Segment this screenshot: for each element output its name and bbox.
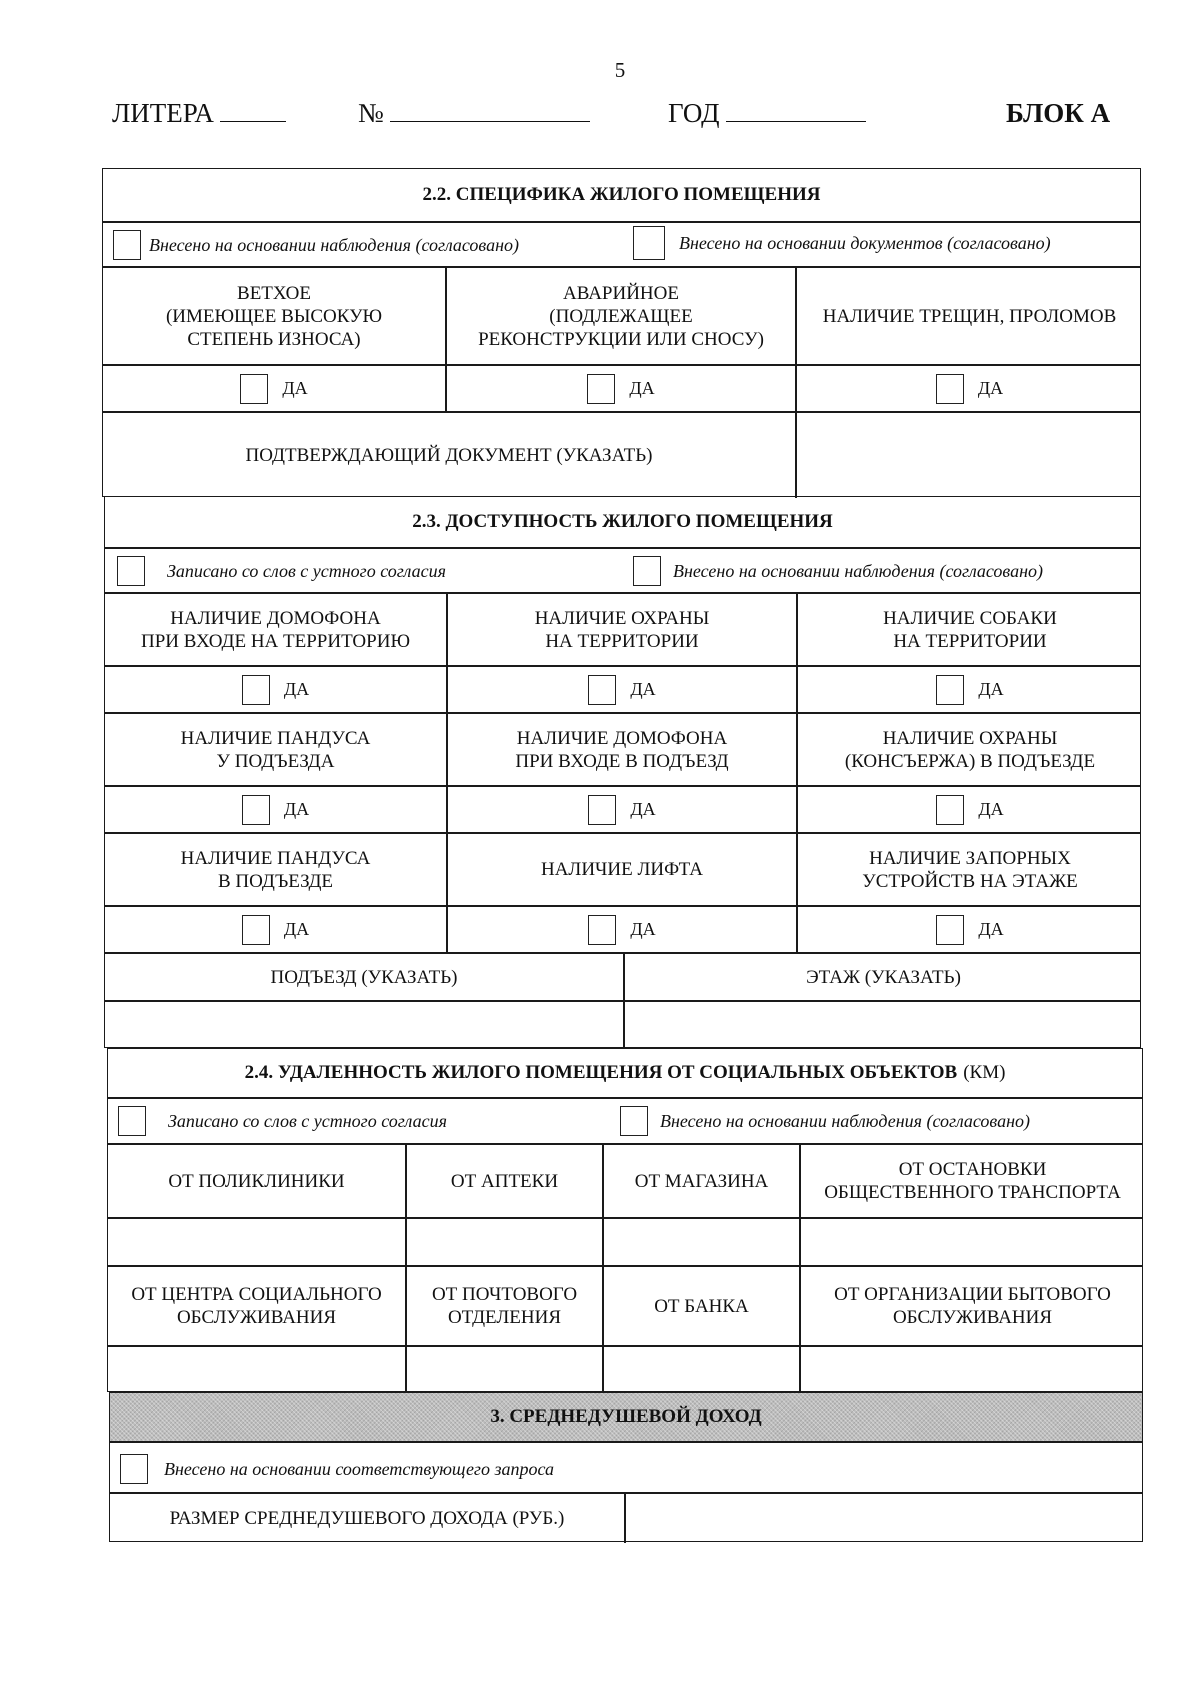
label-social-center: ОТ ЦЕНТРА СОЦИАЛЬНОГО ОБСЛУЖИВАНИЯ (131, 1284, 382, 1328)
checkbox-yes-cracks[interactable] (936, 374, 964, 404)
block-label: БЛОК А (1006, 98, 1111, 128)
label-ramp-inside: НАЛИЧИЕ ПАНДУСА В ПОДЪЕЗДЕ (180, 847, 371, 892)
yes-locking-devices (798, 907, 1142, 952)
yes-label: ДА (978, 799, 1004, 819)
yes-dog-territory (798, 667, 1142, 712)
option-verbal-label: Записано со слов с устного согласия (167, 560, 446, 581)
field-transport-stop[interactable] (801, 1219, 1144, 1265)
yes-security-territory (448, 667, 796, 712)
year-blank[interactable] (726, 99, 866, 122)
label-locking-devices: НАЛИЧИЕ ЗАПОРНЫХ УСТРОЙСТВ НА ЭТАЖЕ (862, 847, 1078, 892)
label-ramp-entrance: НАЛИЧИЕ ПАНДУСА У ПОДЪЕЗДА (180, 727, 371, 772)
section-2-4 (107, 1048, 1143, 1392)
option-verbal (118, 1101, 598, 1141)
field-polyclinic[interactable] (108, 1219, 405, 1265)
checkbox-yes-intercom-entrance[interactable] (588, 795, 616, 825)
section-title (108, 1049, 1142, 1097)
checkbox-observation[interactable] (113, 230, 141, 260)
yes-intercom-territory (105, 667, 446, 712)
label-polyclinic: ОТ ПОЛИКЛИНИКИ (168, 1170, 345, 1192)
option-request-label: Внесено на основании соответствующего запроса (164, 1458, 554, 1479)
yes-intercom-entrance (448, 787, 796, 832)
option-documents-label: Внесено на основании документов (согласовано) (679, 232, 1051, 253)
yes-label: ДА (978, 679, 1004, 699)
field-pharmacy[interactable] (407, 1219, 602, 1265)
field-consumer-services[interactable] (801, 1347, 1144, 1393)
section-title: 3. СРЕДНЕДУШЕВОЙ ДОХОД (110, 1393, 1142, 1441)
label-pharmacy: ОТ АПТЕКИ (450, 1170, 559, 1192)
option-documents (633, 223, 1133, 263)
yes-label: ДА (977, 378, 1004, 398)
label-dilapidated: ВЕТХОЕ (ИМЕЮЩЕЕ ВЫСОКУЮ СТЕПЕНЬ ИЗНОСА) (165, 282, 383, 350)
label-dog-territory: НАЛИЧИЕ СОБАКИ НА ТЕРРИТОРИИ (883, 607, 1057, 652)
page-number: 5 (614, 58, 626, 82)
yes-concierge (798, 787, 1142, 832)
yes-label: ДА (630, 679, 656, 699)
yes-dilapidated (103, 366, 445, 411)
checkbox-verbal[interactable] (117, 556, 145, 586)
label-security-territory: НАЛИЧИЕ ОХРАНЫ НА ТЕРРИТОРИИ (534, 607, 710, 652)
option-verbal (117, 551, 597, 591)
option-observation (620, 1101, 1140, 1141)
option-observation-label: Внесено на основании наблюдения (согласовано) (660, 1110, 1031, 1131)
litera-blank[interactable] (220, 99, 286, 122)
label-transport-stop: ОТ ОСТАНОВКИ ОБЩЕСТВЕННОГО ТРАНСПОРТА (824, 1159, 1121, 1203)
checkbox-yes-emergency[interactable] (587, 374, 615, 404)
checkbox-request[interactable] (120, 1454, 148, 1484)
option-observation (113, 225, 593, 265)
yes-label: ДА (630, 919, 656, 939)
checkbox-observation[interactable] (633, 556, 661, 586)
number-label: № (358, 98, 384, 128)
field-store[interactable] (604, 1219, 799, 1265)
option-request (120, 1449, 820, 1489)
checkbox-verbal[interactable] (118, 1106, 146, 1136)
number-field (358, 98, 590, 129)
label-intercom-entrance: НАЛИЧИЕ ДОМОФОНА ПРИ ВХОДЕ В ПОДЪЕЗД (515, 727, 729, 772)
yes-label: ДА (630, 799, 656, 819)
floor-field[interactable] (625, 1002, 1142, 1049)
yes-label: ДА (978, 919, 1004, 939)
label-concierge: НАЛИЧИЕ ОХРАНЫ (КОНСЪЕРЖА) В ПОДЪЕЗДЕ (844, 727, 1096, 772)
field-post-office[interactable] (407, 1347, 602, 1393)
label-store: ОТ МАГАЗИНА (634, 1170, 769, 1192)
confirming-document-label: ПОДТВЕРЖДАЮЩИЙ ДОКУМЕНТ (УКАЗАТЬ) (245, 445, 653, 466)
income-label: РАЗМЕР СРЕДНЕДУШЕВОГО ДОХОДА (РУБ.) (169, 1508, 565, 1529)
yes-emergency (447, 366, 795, 411)
yes-ramp-inside (105, 907, 446, 952)
entrance-label: ПОДЪЕЗД (УКАЗАТЬ) (270, 966, 458, 988)
entrance-field[interactable] (105, 1002, 623, 1049)
yes-label: ДА (629, 378, 655, 398)
section-title: 2.2. СПЕЦИФИКА ЖИЛОГО ПОМЕЩЕНИЯ (422, 184, 821, 205)
section-title-unit: (КМ) (963, 1062, 1006, 1083)
litera-label: ЛИТЕРА (112, 98, 214, 128)
section-title-text: 2.4. УДАЛЕННОСТЬ ЖИЛОГО ПОМЕЩЕНИЯ ОТ СОЦИАЛЬНЫХ ОБЪЕКТОВ (244, 1062, 958, 1083)
label-cracks: НАЛИЧИЕ ТРЕЩИН, ПРОЛОМОВ (822, 305, 1117, 327)
yes-label: ДА (283, 919, 310, 939)
checkbox-yes-security-territory[interactable] (588, 675, 616, 705)
yes-cracks (797, 366, 1142, 411)
checkbox-observation[interactable] (620, 1106, 648, 1136)
yes-label: ДА (283, 679, 310, 699)
checkbox-yes-concierge[interactable] (936, 795, 964, 825)
option-observation (633, 551, 1133, 591)
label-elevator: НАЛИЧИЕ ЛИФТА (540, 859, 703, 880)
litera-field (112, 98, 286, 129)
option-verbal-label: Записано со слов с устного согласия (168, 1110, 447, 1131)
yes-elevator (448, 907, 796, 952)
year-field (668, 98, 866, 129)
label-emergency: АВАРИЙНОЕ (ПОДЛЕЖАЩЕЕ РЕКОНСТРУКЦИИ ИЛИ СНОСУ) (478, 282, 764, 350)
label-consumer-services: ОТ ОРГАНИЗАЦИИ БЫТОВОГО ОБСЛУЖИВАНИЯ (834, 1284, 1111, 1328)
label-intercom-territory: НАЛИЧИЕ ДОМОФОНА ПРИ ВХОДЕ НА ТЕРРИТОРИЮ (141, 607, 410, 652)
yes-label: ДА (283, 799, 310, 819)
checkbox-yes-ramp-inside[interactable] (242, 915, 270, 945)
checkbox-yes-dilapidated[interactable] (240, 374, 268, 404)
checkbox-yes-dog-territory[interactable] (936, 675, 964, 705)
checkbox-yes-intercom-territory[interactable] (242, 675, 270, 705)
yes-ramp-entrance (105, 787, 446, 832)
field-bank[interactable] (604, 1347, 799, 1393)
floor-label: ЭТАЖ (УКАЗАТЬ) (806, 966, 961, 988)
income-field[interactable] (626, 1494, 1144, 1543)
number-blank[interactable] (390, 99, 590, 122)
checkbox-yes-elevator[interactable] (588, 915, 616, 945)
checkbox-yes-ramp-entrance[interactable] (242, 795, 270, 825)
year-label: ГОД (668, 98, 720, 128)
section-3 (109, 1392, 1143, 1542)
section-title: 2.3. ДОСТУПНОСТЬ ЖИЛОГО ПОМЕЩЕНИЯ (412, 511, 833, 532)
checkbox-yes-locking-devices[interactable] (936, 915, 964, 945)
section-2-3 (104, 496, 1141, 1048)
confirming-document-field[interactable] (797, 413, 1142, 498)
checkbox-documents[interactable] (633, 226, 665, 260)
field-social-center[interactable] (108, 1347, 405, 1393)
yes-label: ДА (282, 378, 308, 398)
option-observation-label: Внесено на основании наблюдения (согласовано) (673, 560, 1044, 581)
label-bank: ОТ БАНКА (654, 1295, 749, 1317)
label-post-office: ОТ ПОЧТОВОГО ОТДЕЛЕНИЯ (431, 1284, 578, 1328)
option-observation-label: Внесено на основании наблюдения (согласовано) (149, 234, 520, 255)
section-2-2 (102, 168, 1141, 497)
